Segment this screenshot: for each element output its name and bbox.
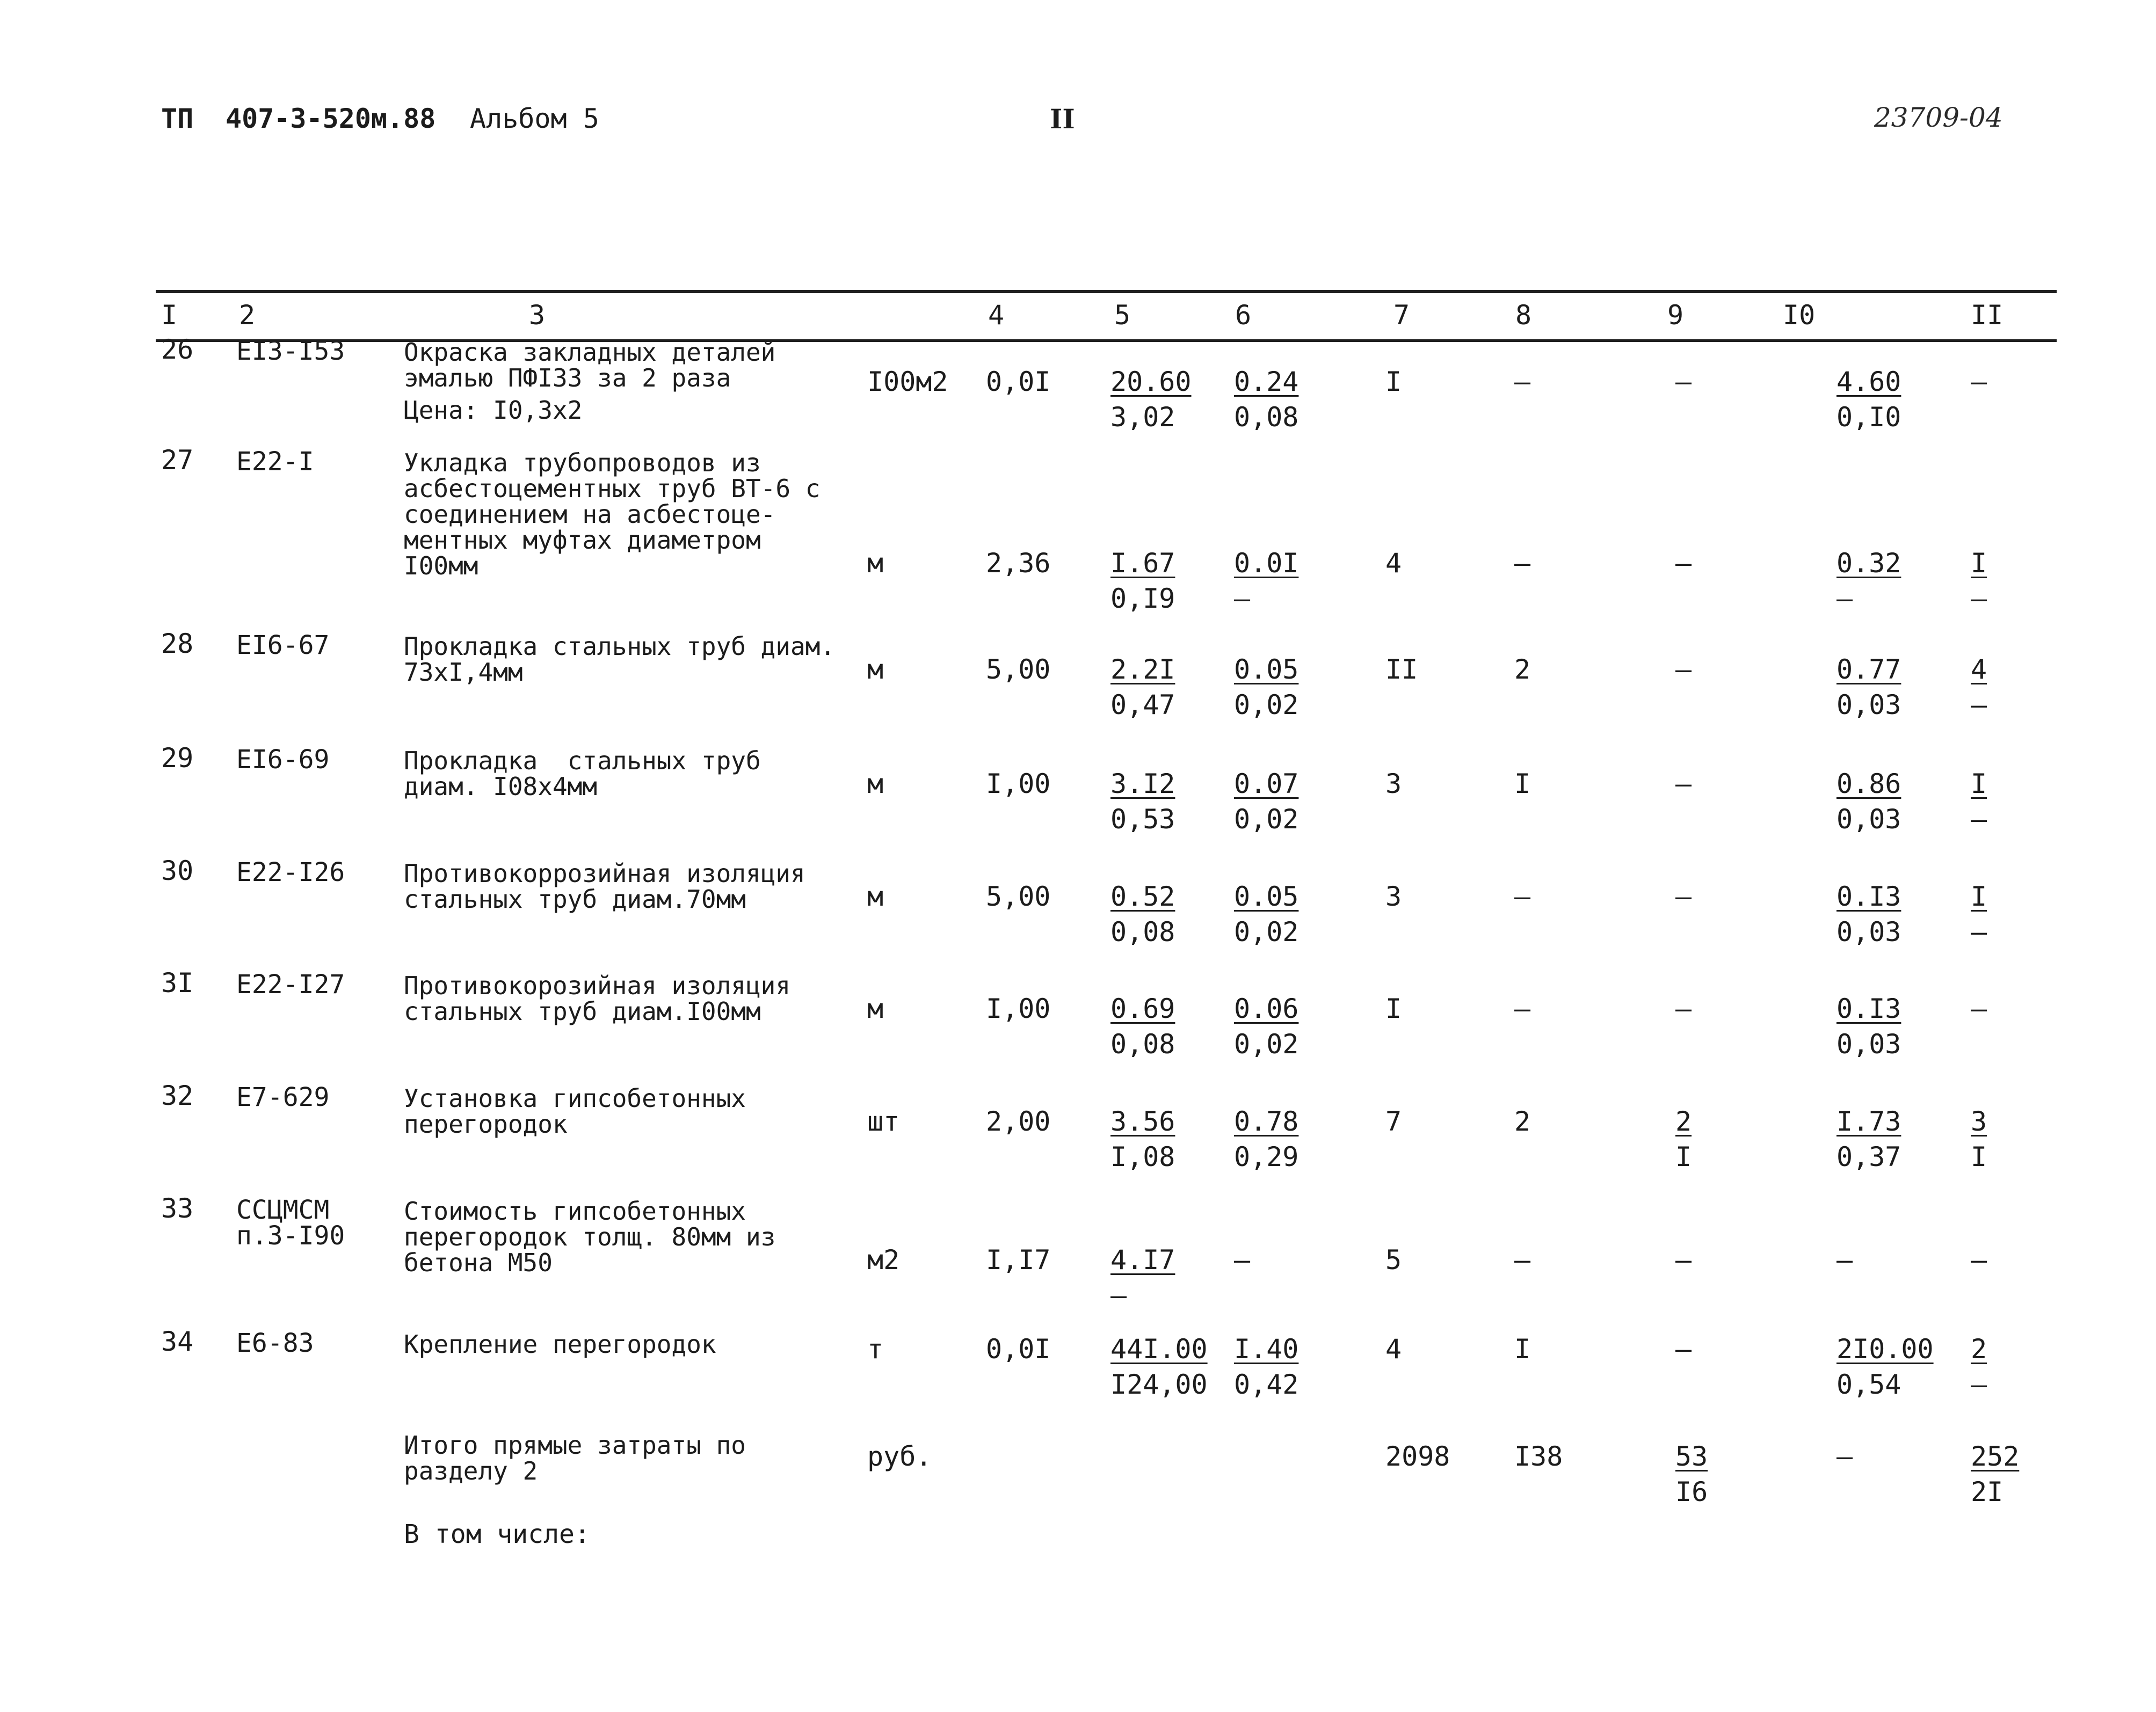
total-col-9-top: 53 xyxy=(1675,1441,1708,1472)
total-col-9-bottom: I6 xyxy=(1675,1476,1708,1507)
unit-cost-bottom: – xyxy=(1110,1280,1127,1311)
material-cost-top: 0.24 xyxy=(1234,366,1299,397)
col-9-top: – xyxy=(1675,1244,1692,1276)
rate-code: E7-629 xyxy=(236,1082,330,1112)
col-9-top: 2 xyxy=(1675,1106,1692,1137)
col-8: – xyxy=(1514,366,1531,397)
col-10-bottom: 0,54 xyxy=(1836,1369,1901,1400)
unit-cost-bottom: I,08 xyxy=(1110,1141,1175,1172)
col-10-bottom: 0,37 xyxy=(1836,1141,1901,1172)
work-description: Противокорозийная изоляция стальных труб диам.I00мм xyxy=(404,971,791,1026)
unit-cost-bottom: 0,47 xyxy=(1110,689,1175,720)
quantity: I,00 xyxy=(986,993,1051,1024)
material-cost-bottom: 0,02 xyxy=(1234,804,1299,835)
material-cost xyxy=(1234,545,1298,616)
row-number: 26 xyxy=(161,334,194,365)
price-note: Цена: I0,3x2 xyxy=(404,396,583,425)
col-10 xyxy=(1836,364,1901,435)
col-11-bottom: – xyxy=(1971,689,1987,720)
work-description: Прокладка стальных труб диам. 73xI,4мм xyxy=(404,632,836,687)
material-cost xyxy=(1234,766,1298,837)
total-col-7: 2098 xyxy=(1385,1441,1450,1472)
col-11 xyxy=(1971,879,1987,950)
col-8: – xyxy=(1514,548,1531,579)
unit: м xyxy=(867,548,884,579)
quantity: 0,0I xyxy=(986,1334,1051,1365)
doc-code-prefix: ТП xyxy=(161,103,194,134)
row-number: 28 xyxy=(161,628,194,659)
col-9-bottom: I xyxy=(1675,1141,1692,1172)
quantity: 5,00 xyxy=(986,654,1051,685)
work-description: Крепление перегородок xyxy=(404,1330,716,1359)
rate-code: E22-I27 xyxy=(236,970,345,1000)
col-9-top: – xyxy=(1675,548,1692,579)
col-9-top: – xyxy=(1675,993,1692,1024)
col-9-top: – xyxy=(1675,654,1692,685)
unit-cost-top: 0.52 xyxy=(1110,881,1175,912)
unit-cost xyxy=(1110,1104,1175,1175)
column-number: 7 xyxy=(1393,300,1410,331)
page-number: II xyxy=(1050,103,1075,135)
col-7: 4 xyxy=(1385,548,1402,579)
col-8: I xyxy=(1514,768,1531,799)
col-10-bottom: 0,03 xyxy=(1836,1029,1901,1060)
unit-cost-top: 4.I7 xyxy=(1110,1244,1175,1276)
col-10 xyxy=(1836,766,1901,837)
rate-code: EI3-I53 xyxy=(236,336,345,366)
unit-cost-top: 3.56 xyxy=(1110,1106,1175,1137)
col-11 xyxy=(1971,766,1987,837)
row-number: 34 xyxy=(161,1326,194,1357)
unit: т xyxy=(867,1334,884,1365)
material-cost-bottom: – xyxy=(1234,583,1251,614)
total-col-11 xyxy=(1971,1439,2019,1510)
material-cost xyxy=(1234,991,1298,1062)
unit-cost xyxy=(1110,545,1175,616)
unit-cost xyxy=(1110,364,1192,435)
column-number: 8 xyxy=(1515,300,1532,331)
col-9 xyxy=(1675,545,1692,581)
col-9 xyxy=(1675,1331,1692,1367)
col-10 xyxy=(1836,545,1901,616)
unit-cost-bottom: 0,08 xyxy=(1110,1029,1175,1060)
material-cost-bottom: 0,29 xyxy=(1234,1141,1299,1172)
col-10 xyxy=(1836,1104,1901,1175)
unit-cost-bottom: 0,53 xyxy=(1110,804,1175,835)
col-7: 4 xyxy=(1385,1334,1402,1365)
unit-cost-top: 20.60 xyxy=(1110,366,1192,397)
col-11-top: 2 xyxy=(1971,1334,1987,1365)
col-8: – xyxy=(1514,881,1531,912)
column-number: 2 xyxy=(239,300,256,331)
col-10-top: 0.77 xyxy=(1836,654,1901,685)
col-11 xyxy=(1971,1104,1987,1175)
total-col-9 xyxy=(1675,1439,1708,1510)
doc-code: 407-3-520м.88 xyxy=(226,103,436,134)
unit-cost-top: 2.2I xyxy=(1110,654,1175,685)
rate-code: EI6-69 xyxy=(236,745,330,775)
col-11-top: I xyxy=(1971,768,1987,799)
col-10 xyxy=(1836,652,1901,723)
table-top-rule xyxy=(156,290,2057,293)
col-11-bottom: – xyxy=(1971,1369,1987,1400)
unit: м xyxy=(867,768,884,799)
total-col-8: I38 xyxy=(1514,1441,1563,1472)
col-9 xyxy=(1675,766,1692,802)
col-8: – xyxy=(1514,993,1531,1024)
col-10-bottom: – xyxy=(1836,583,1853,614)
col-11 xyxy=(1971,1242,1987,1278)
unit: м xyxy=(867,881,884,912)
rate-code: EI6-67 xyxy=(236,630,330,660)
col-11-bottom: – xyxy=(1971,916,1987,948)
col-10-top: 0.32 xyxy=(1836,548,1901,579)
col-11 xyxy=(1971,545,1987,616)
work-description: Установка гипсобетонных перегородок xyxy=(404,1084,746,1139)
footer-note: В том числе: xyxy=(404,1519,590,1549)
unit-cost xyxy=(1110,652,1175,723)
col-8: – xyxy=(1514,1244,1531,1276)
quantity: 5,00 xyxy=(986,881,1051,912)
col-7: I xyxy=(1385,366,1402,397)
rate-code: E22-I26 xyxy=(236,857,345,887)
total-col-11-bottom: 2I xyxy=(1971,1476,2003,1507)
material-cost xyxy=(1234,1242,1250,1278)
col-11-bottom: – xyxy=(1971,804,1987,835)
work-description: Стоимость гипсобетонных перегородок толщ. 80мм из бетона М50 xyxy=(404,1197,776,1277)
unit-cost xyxy=(1110,766,1175,837)
unit-cost-bottom: 0,I9 xyxy=(1110,583,1175,614)
col-10-bottom: 0,03 xyxy=(1836,916,1901,948)
material-cost-bottom: 0,02 xyxy=(1234,1029,1299,1060)
rate-code: E22-I xyxy=(236,447,314,477)
col-9-top: – xyxy=(1675,768,1692,799)
material-cost-top: 0.05 xyxy=(1234,881,1299,912)
col-10-top: 0.I3 xyxy=(1836,881,1901,912)
material-cost xyxy=(1234,1331,1298,1402)
unit: шт xyxy=(867,1106,900,1137)
work-description: Окраска закладных деталей эмалью ПФI33 за 2 раза xyxy=(404,338,776,392)
material-cost-bottom: 0,02 xyxy=(1234,916,1299,948)
column-number: I0 xyxy=(1783,300,1816,331)
col-11 xyxy=(1971,652,1987,723)
column-number: II xyxy=(1971,300,2003,331)
material-cost-bottom: 0,02 xyxy=(1234,689,1299,720)
rate-code: ССЦМСМ п.3-I90 xyxy=(236,1195,345,1251)
total-label: Итого прямые затраты по разделу 2 xyxy=(404,1431,746,1485)
col-10-top: 0.86 xyxy=(1836,768,1901,799)
col-8: 2 xyxy=(1514,654,1531,685)
unit-cost-bottom: 0,08 xyxy=(1110,916,1175,948)
col-10 xyxy=(1836,991,1901,1062)
unit-cost-top: 0.69 xyxy=(1110,993,1175,1024)
col-11-top: 3 xyxy=(1971,1106,1987,1137)
rate-code: E6-83 xyxy=(236,1328,314,1358)
col-10-bottom: 0,I0 xyxy=(1836,402,1901,433)
col-9 xyxy=(1675,1242,1692,1278)
col-9-top: – xyxy=(1675,881,1692,912)
col-9 xyxy=(1675,364,1692,399)
col-11 xyxy=(1971,991,1987,1026)
column-number: 5 xyxy=(1114,300,1131,331)
material-cost-bottom: 0,42 xyxy=(1234,1369,1299,1400)
col-10-bottom: 0,03 xyxy=(1836,804,1901,835)
unit: м2 xyxy=(867,1244,900,1276)
col-10-top: 4.60 xyxy=(1836,366,1901,397)
unit-cost xyxy=(1110,991,1175,1062)
col-10-bottom: 0,03 xyxy=(1836,689,1901,720)
col-11-top: – xyxy=(1971,993,1987,1024)
material-cost xyxy=(1234,879,1298,950)
col-9 xyxy=(1675,991,1692,1026)
handwritten-number: 23709-04 xyxy=(1874,102,2003,133)
row-number: 27 xyxy=(161,445,194,476)
unit-cost-top: 44I.00 xyxy=(1110,1334,1208,1365)
unit-cost-top: I.67 xyxy=(1110,548,1175,579)
quantity: I,I7 xyxy=(986,1244,1051,1276)
col-8: 2 xyxy=(1514,1106,1531,1137)
column-number: 4 xyxy=(988,300,1005,331)
quantity: I,00 xyxy=(986,768,1051,799)
column-number: I xyxy=(161,300,178,331)
col-11 xyxy=(1971,364,1987,399)
work-description: Прокладка стальных труб диам. I08x4мм xyxy=(404,746,761,801)
row-number: 32 xyxy=(161,1080,194,1111)
material-cost-top: 0.07 xyxy=(1234,768,1299,799)
row-number: 3I xyxy=(161,967,194,999)
col-11-top: I xyxy=(1971,548,1987,579)
col-7: 3 xyxy=(1385,881,1402,912)
col-11-bottom: I xyxy=(1971,1141,1987,1172)
col-7: II xyxy=(1385,654,1418,685)
unit-cost-bottom: I24,00 xyxy=(1110,1369,1208,1400)
col-9-top: – xyxy=(1675,1334,1692,1365)
col-10-top: 0.I3 xyxy=(1836,993,1901,1024)
work-description: Противокоррозийная изоляция стальных труб диам.70мм xyxy=(404,859,805,914)
col-7: I xyxy=(1385,993,1402,1024)
unit-cost xyxy=(1110,879,1175,950)
material-cost-top: 0.06 xyxy=(1234,993,1299,1024)
unit: м xyxy=(867,654,884,685)
col-10-top: 2I0.00 xyxy=(1836,1334,1934,1365)
material-cost-bottom: 0,08 xyxy=(1234,402,1299,433)
col-7: 7 xyxy=(1385,1106,1402,1137)
col-11-top: – xyxy=(1971,1244,1987,1276)
unit-cost xyxy=(1110,1242,1175,1313)
col-10-top: I.73 xyxy=(1836,1106,1901,1137)
material-cost-top: – xyxy=(1234,1244,1251,1276)
col-10-top: – xyxy=(1836,1244,1853,1276)
total-col-10: – xyxy=(1836,1441,1853,1472)
col-9 xyxy=(1675,652,1692,687)
col-9 xyxy=(1675,879,1692,914)
material-cost xyxy=(1234,1104,1298,1175)
column-number: 3 xyxy=(529,300,546,331)
column-number: 6 xyxy=(1235,300,1252,331)
col-7: 5 xyxy=(1385,1244,1402,1276)
col-10 xyxy=(1836,879,1901,950)
album-label: Альбом 5 xyxy=(470,103,599,134)
col-11-top: 4 xyxy=(1971,654,1987,685)
material-cost xyxy=(1234,364,1298,435)
material-cost-top: I.40 xyxy=(1234,1334,1299,1365)
unit: м xyxy=(867,993,884,1024)
col-10 xyxy=(1836,1331,1934,1402)
unit-cost-top: 3.I2 xyxy=(1110,768,1175,799)
work-description: Укладка трубопроводов из асбестоцементных труб ВТ-6 с соединением на асбестоце- ментных муфтах диаметром I00мм xyxy=(404,448,821,580)
col-9-top: – xyxy=(1675,366,1692,397)
quantity: 0,0I xyxy=(986,366,1051,397)
col-11-top: I xyxy=(1971,881,1987,912)
quantity: 2,00 xyxy=(986,1106,1051,1137)
row-number: 29 xyxy=(161,742,194,774)
total-col-11-top: 252 xyxy=(1971,1441,2020,1472)
total-unit: руб. xyxy=(867,1441,932,1472)
unit-cost xyxy=(1110,1331,1208,1402)
col-9 xyxy=(1675,1104,1692,1175)
col-11-bottom: – xyxy=(1971,583,1987,614)
material-cost-top: 0.0I xyxy=(1234,548,1299,579)
col-10 xyxy=(1836,1242,1853,1278)
material-cost-top: 0.78 xyxy=(1234,1106,1299,1137)
col-11-top: – xyxy=(1971,366,1987,397)
unit: I00м2 xyxy=(867,366,948,397)
quantity: 2,36 xyxy=(986,548,1051,579)
col-8: I xyxy=(1514,1334,1531,1365)
row-number: 33 xyxy=(161,1193,194,1224)
material-cost xyxy=(1234,652,1298,723)
col-11 xyxy=(1971,1331,1987,1402)
unit-cost-bottom: 3,02 xyxy=(1110,402,1175,433)
column-number: 9 xyxy=(1667,300,1684,331)
material-cost-top: 0.05 xyxy=(1234,654,1299,685)
row-number: 30 xyxy=(161,855,194,886)
col-7: 3 xyxy=(1385,768,1402,799)
